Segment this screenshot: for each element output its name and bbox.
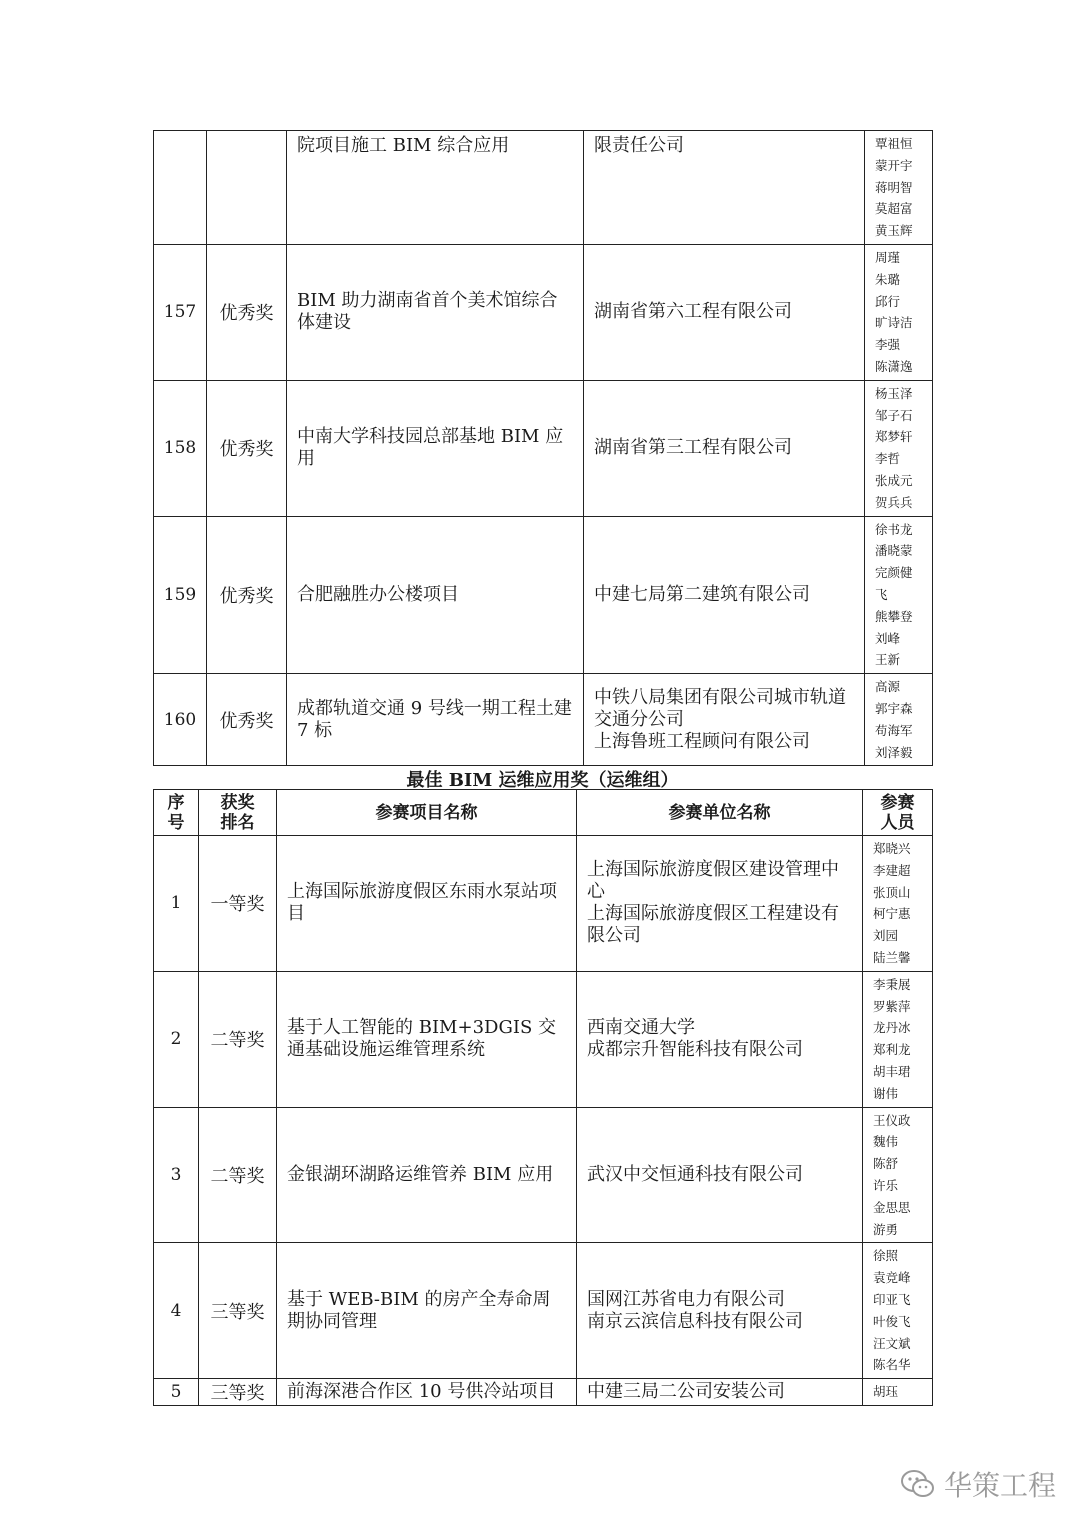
section-title: 最佳 BIM 运维应用奖（运维组） bbox=[406, 770, 679, 791]
participant-name: 张顶山 bbox=[873, 884, 911, 900]
table-row bbox=[154, 836, 933, 972]
participants bbox=[865, 380, 933, 516]
row-number: 157 bbox=[154, 244, 207, 380]
award-rank: 优秀奖 bbox=[207, 380, 287, 516]
participant-name: 许乐 bbox=[873, 1177, 899, 1193]
participants bbox=[863, 1379, 933, 1406]
row-number: 3 bbox=[154, 1107, 199, 1243]
project-name: 金银湖环湖路运维管养 BIM 应用 bbox=[277, 1107, 577, 1243]
participant-name: 袁竞峰 bbox=[873, 1270, 911, 1286]
header-project: 参赛项目名称 bbox=[277, 790, 577, 836]
table-row bbox=[154, 1243, 933, 1379]
participants bbox=[865, 244, 933, 380]
award-rank: 二等奖 bbox=[199, 1107, 277, 1243]
table-row bbox=[154, 971, 933, 1107]
row-number: 159 bbox=[154, 516, 207, 674]
unit-name: 国网江苏省电力有限公司 南京云滨信息科技有限公司 bbox=[577, 1243, 863, 1379]
participant-name: 徐照 bbox=[873, 1248, 899, 1264]
participant-name: 叶俊飞 bbox=[873, 1313, 911, 1329]
participant-name: 张成元 bbox=[875, 472, 913, 488]
header-unit: 参赛单位名称 bbox=[577, 790, 863, 836]
award-rank: 优秀奖 bbox=[207, 516, 287, 674]
participant-name: 郑晓兴 bbox=[873, 841, 911, 856]
unit-name: 西南交通大学 成都宗升智能科技有限公司 bbox=[577, 971, 863, 1107]
header-people: 参赛人员 bbox=[863, 790, 933, 836]
award-rank: 三等奖 bbox=[199, 1243, 277, 1379]
header-award: 获奖排名 bbox=[199, 790, 277, 836]
unit-name: 湖南省第三工程有限公司 bbox=[584, 380, 865, 516]
project-name: 前海深港合作区 10 号供冷站项目 bbox=[277, 1379, 577, 1406]
table-row bbox=[154, 674, 933, 766]
participant-name: 杨玉泽 bbox=[875, 385, 913, 401]
unit-name: 武汉中交恒通科技有限公司 bbox=[577, 1107, 863, 1243]
table-row bbox=[154, 380, 933, 516]
table-row bbox=[154, 516, 933, 674]
award-rank: 二等奖 bbox=[199, 971, 277, 1107]
participant-name: 王仪政 bbox=[873, 1112, 911, 1128]
participants bbox=[863, 1243, 933, 1379]
project-name: 基于 WEB-BIM 的房产全寿命周期协同管理 bbox=[277, 1243, 577, 1379]
participant-name: 覃祖恒 bbox=[875, 136, 913, 151]
participants bbox=[865, 131, 933, 245]
unit-name: 湖南省第六工程有限公司 bbox=[584, 244, 865, 380]
unit-name: 上海国际旅游度假区建设管理中心 上海国际旅游度假区工程建设有限公司 bbox=[577, 836, 863, 972]
unit-name: 中建三局二公司安装公司 bbox=[577, 1379, 863, 1406]
participant-name: 罗紫萍 bbox=[873, 998, 911, 1014]
participant-name: 刘泽毅 bbox=[875, 744, 913, 760]
participant-name: 郑梦轩 bbox=[875, 429, 913, 445]
awards-table-continued bbox=[153, 130, 933, 766]
participant-name: 蒙开宇 bbox=[875, 157, 913, 173]
participant-name: 郭宇森 bbox=[875, 700, 913, 716]
participant-name: 旷诗洁 bbox=[875, 315, 913, 331]
watermark-text: 华策工程 bbox=[944, 1469, 1057, 1502]
award-rank: 优秀奖 bbox=[207, 244, 287, 380]
project-name: 基于人工智能的 BIM+3DGIS 交通基础设施运维管理系统 bbox=[277, 971, 577, 1107]
table-row bbox=[154, 244, 933, 380]
award-rank: 一等奖 bbox=[199, 836, 277, 972]
participant-name: 周瑾 bbox=[875, 249, 901, 265]
table-header-row bbox=[154, 790, 933, 836]
participant-name: 胡珏 bbox=[873, 1384, 899, 1400]
row-number: 5 bbox=[154, 1379, 199, 1406]
table-row bbox=[154, 1107, 933, 1243]
participant-name: 潘晓蒙 bbox=[875, 543, 913, 559]
participant-name: 柯宁惠 bbox=[873, 906, 911, 922]
participant-name: 郑利龙 bbox=[873, 1042, 911, 1058]
unit-name: 中铁八局集团有限公司城市轨道交通分公司 上海鲁班工程顾问有限公司 bbox=[584, 674, 865, 766]
table-row bbox=[154, 131, 933, 245]
award-rank: 优秀奖 bbox=[207, 674, 287, 766]
participant-name: 龙丹冰 bbox=[873, 1020, 911, 1036]
participant-name: 谢伟 bbox=[873, 1085, 899, 1101]
participant-name: 徐书龙 bbox=[875, 521, 913, 537]
participant-name: 高源 bbox=[875, 679, 901, 695]
row-number: 4 bbox=[154, 1243, 199, 1379]
row-number: 158 bbox=[154, 380, 207, 516]
participant-name: 邱行 bbox=[875, 293, 901, 309]
participant-name: 陈名华 bbox=[873, 1357, 911, 1373]
participant-name: 王新 bbox=[875, 652, 901, 668]
project-name: 院项目施工 BIM 综合应用 bbox=[287, 131, 584, 245]
participant-name: 朱璐 bbox=[875, 271, 901, 287]
participant-name: 陈舒 bbox=[873, 1156, 899, 1172]
participants bbox=[865, 674, 933, 766]
participant-name: 游勇 bbox=[873, 1221, 899, 1237]
watermark bbox=[900, 1464, 1056, 1504]
participant-name: 李哲 bbox=[875, 451, 901, 467]
participant-name: 黄玉辉 bbox=[875, 223, 913, 239]
participant-name: 完颜健 bbox=[875, 565, 913, 581]
participant-name: 陈潇逸 bbox=[875, 358, 913, 374]
unit-name: 限责任公司 bbox=[584, 131, 865, 245]
award-rank bbox=[207, 131, 287, 245]
participant-name: 熊攀登 bbox=[875, 608, 913, 624]
participants bbox=[863, 1107, 933, 1243]
participant-name: 印亚飞 bbox=[873, 1291, 911, 1307]
participant-name: 莫超富 bbox=[875, 201, 913, 217]
participant-name: 贺兵兵 bbox=[875, 494, 913, 510]
project-name: 中南大学科技园总部基地 BIM 应用 bbox=[287, 380, 584, 516]
participant-name: 魏伟 bbox=[873, 1134, 899, 1150]
project-name: 上海国际旅游度假区东雨水泵站项目 bbox=[277, 836, 577, 972]
table-row bbox=[154, 1379, 933, 1406]
participant-name: 李强 bbox=[875, 337, 901, 353]
row-number: 160 bbox=[154, 674, 207, 766]
participant-name: 苟海军 bbox=[875, 722, 913, 738]
participant-name: 刘园 bbox=[873, 928, 899, 944]
row-number bbox=[154, 131, 207, 245]
participant-name: 邹子石 bbox=[875, 407, 913, 423]
award-rank: 三等奖 bbox=[199, 1379, 277, 1406]
participants bbox=[865, 516, 933, 674]
participant-name: 刘峰 bbox=[875, 630, 901, 646]
participant-name: 金思思 bbox=[873, 1199, 911, 1215]
participants bbox=[863, 971, 933, 1107]
participant-name: 胡丰珺 bbox=[873, 1063, 911, 1079]
project-name: BIM 助力湖南省首个美术馆综合体建设 bbox=[287, 244, 584, 380]
participant-name: 蒋明智 bbox=[875, 179, 913, 195]
project-name: 合肥融胜办公楼项目 bbox=[287, 516, 584, 674]
participant-name: 陆兰馨 bbox=[873, 949, 911, 965]
header-num: 序号 bbox=[154, 790, 199, 836]
row-number: 1 bbox=[154, 836, 199, 972]
participants bbox=[863, 836, 933, 972]
unit-name: 中建七局第二建筑有限公司 bbox=[584, 516, 865, 674]
participant-name: 汪文斌 bbox=[873, 1335, 911, 1351]
participant-name: 李秉展 bbox=[873, 976, 911, 992]
wechat-icon bbox=[900, 1469, 936, 1499]
row-number: 2 bbox=[154, 971, 199, 1107]
participant-name: 飞 bbox=[875, 586, 888, 602]
participant-name: 李建超 bbox=[873, 862, 911, 878]
awards-table-operations bbox=[153, 789, 933, 1406]
project-name: 成都轨道交通 9 号线一期工程土建 7 标 bbox=[287, 674, 584, 766]
